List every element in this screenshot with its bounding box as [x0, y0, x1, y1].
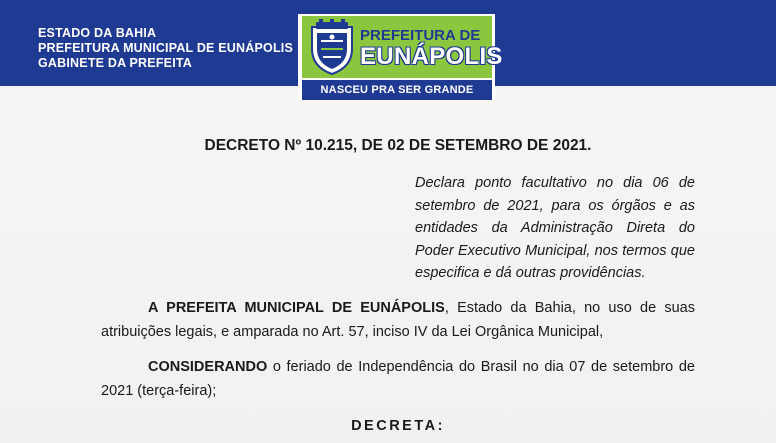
decreta-heading: DECRETA:: [351, 418, 445, 434]
header-prefeitura: PREFEITURA MUNICIPAL DE EUNÁPOLIS: [38, 41, 293, 55]
paragraph-considerando-bold: CONSIDERANDO: [148, 359, 268, 375]
header-gabinete: GABINETE DA PREFEITA: [38, 56, 193, 70]
letterhead-text: [38, 26, 293, 71]
paragraph-prefeita-bold: A PREFEITA MUNICIPAL DE EUNÁPOLIS: [148, 300, 445, 316]
paragraph-considerando-text: o feriado de Independência do Brasil no dia 07 de setembro de 2021 (terça-feira);: [101, 359, 695, 399]
paragraph-prefeita: [101, 296, 695, 344]
logo-title-big: EUNÁPOLIS: [360, 43, 503, 70]
decree-title: DECRETO Nº 10.215, DE 02 DE SETEMBRO DE 2021.: [204, 137, 592, 154]
decree-ementa: Declara ponto facultativo no dia 06 de setembro de 2021, para os órgãos e as entidades da Administração Direta do Poder Executivo Municipal, nos termos que especifica e dá outras providências.: [415, 175, 695, 281]
header-state: ESTADO DA BAHIA: [38, 26, 157, 40]
paragraph-considerando: [101, 355, 695, 403]
logo-title-small: PREFEITURA DE: [360, 27, 481, 44]
coat-of-arms-icon: [306, 19, 358, 77]
logo-slogan: NASCEU PRA SER GRANDE: [302, 80, 492, 100]
paragraph-prefeita-text: , Estado da Bahia, no uso de suas atribuições legais, e amparada no Art. 57, inciso IV da Lei Orgânica Municipal,: [101, 300, 695, 340]
